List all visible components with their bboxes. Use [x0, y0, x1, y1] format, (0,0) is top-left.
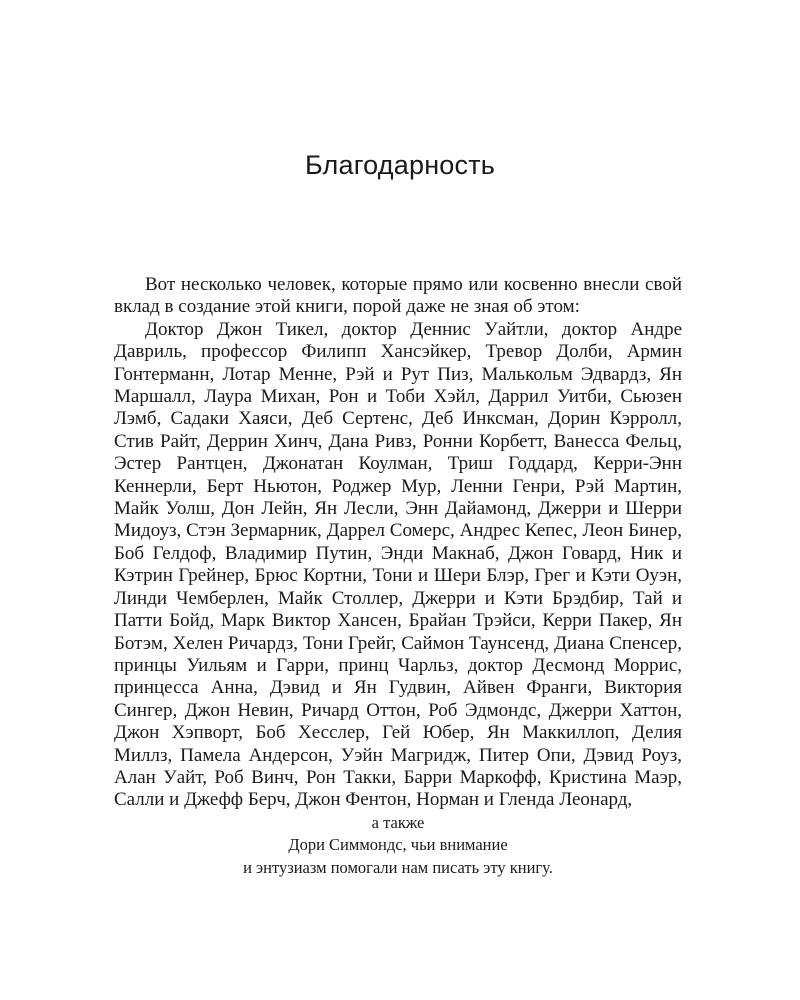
- names-paragraph: Доктор Джон Тикел, доктор Деннис Уайтли, доктор Андре Давриль, профессор Филипп Хансэйкер, Тревор Долби, Армин Гонтерманн, Лотар Менне, Рэй и Рут Пиз, Малькольм Эдвардз, Ян Маршалл, Лаура Михан, Рон и Тоби Хэйл, Даррил Уитби, Сьюзен Лэмб, Садаки Хаяси, Деб Сертенс, Деб Инксман, Дорин Кэрролл, Стив Райт, Деррин Хинч, Дана Ривз, Ронни Корбетт, Ванесса Фельц, Эстер Рантцен, Джонатан Коулман, Триш Годдард, Керри-Энн Кеннерли, Берт Ньютон, Роджер Мур, Ленни Генри, Рэй Мартин, Майк Уолш, Дон Лейн, Ян Лесли, Энн Дайамонд, Джерри и Шерри Мидоуз, Стэн Зермарник, Даррел Сомерс, Андрес Кепес, Леон Бинер, Боб Гелдоф, Владимир Путин, Энди Макнаб, Джон Говард, Ник и Кэтрин Грейнер, Брюс Кортни, Тони и Шери Блэр, Грег и Кэти Оуэн, Линди Чемберлен, Майк Столлер, Джерри и Кэти Брэдбир, Тай и Патти Бойд, Марк Виктор Хансен, Брайан Трэйси, Керри Пакер, Ян Ботэм, Хелен Ричардз, Тони Грейг, Саймон Таунсенд, Диана Спенсер, принцы Уильям и Гарри, принц Чарльз, доктор Десмонд Моррис, принцесса Анна, Дэвид и Ян Гудвин, Айвен Франги, Виктория Сингер, Джон Невин, Ричард Оттон, Роб Эдмондс, Джерри Хаттон, Джон Хэпворт, Боб Хесслер, Гей Юбер, Ян Маккиллоп, Делия Миллз, Памела Андерсон, Уэйн Магридж, Питер Опи, Дэвид Роуз, Алан Уайт, Роб Винч, Рон Такки, Барри Маркофф, Кристина Маэр, Салли и Джефф Берч, Джон Фентон, Норман и Гленда Леонард,: [114, 318, 682, 811]
- page-title: Благодарность: [304, 150, 496, 180]
- closing-block: [114, 812, 682, 879]
- acknowledgements-body: [114, 274, 682, 812]
- closing-line-dedication: Дори Симмондс, чьи внимание: [288, 835, 508, 855]
- intro-paragraph: Вот несколько человек, которые прямо или косвенно внесли свой вклад в создание этой книги, порой даже не зная об этом:: [114, 274, 682, 318]
- closing-line-enthusiasm: и энтузиазм помогали нам писать эту книгу.: [243, 857, 553, 877]
- closing-line-also: а также: [371, 813, 425, 832]
